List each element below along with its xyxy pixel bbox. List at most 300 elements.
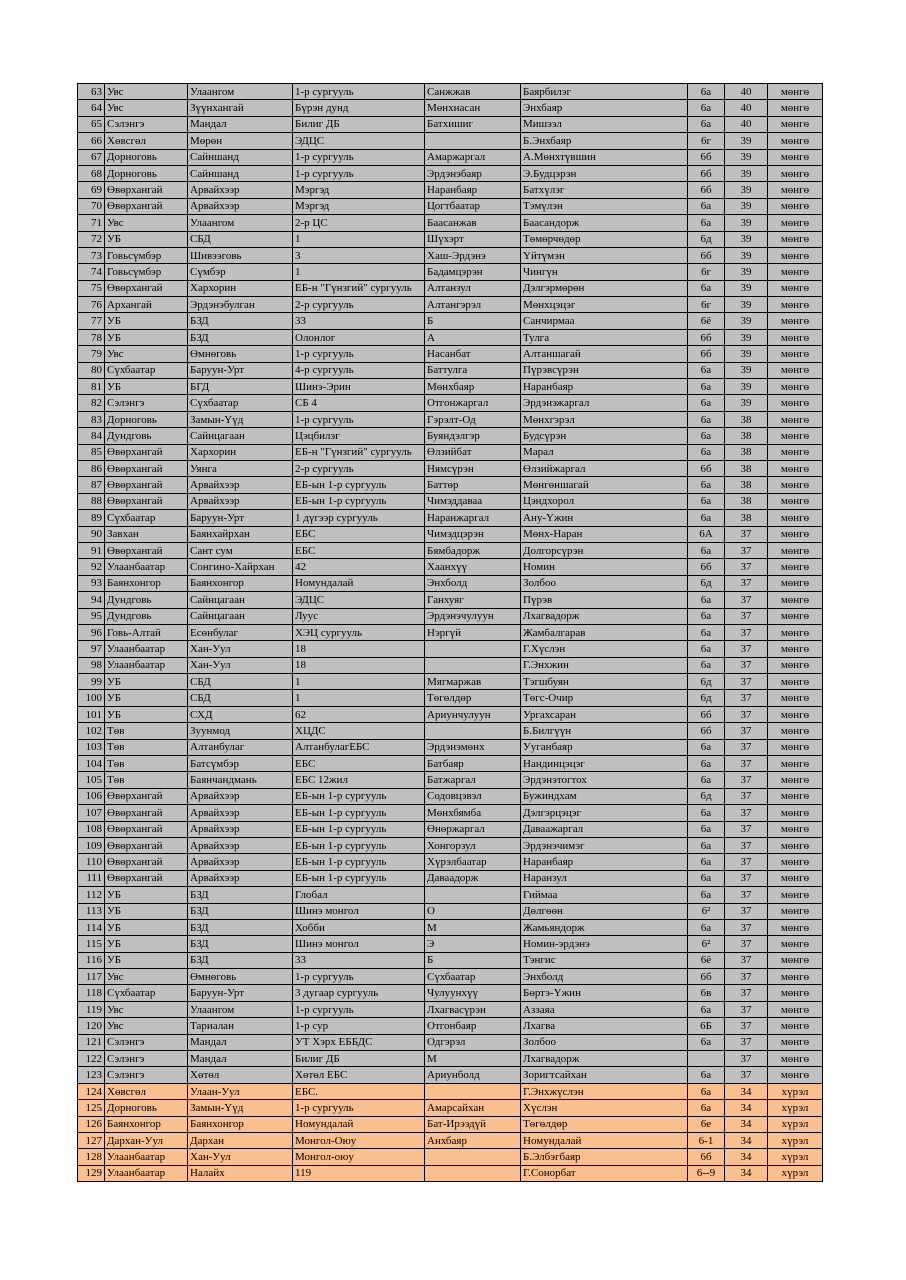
- table-row: [78, 526, 823, 542]
- school-cell: Шинэ монгол: [293, 903, 425, 919]
- province-cell: Дорноговь: [105, 1100, 188, 1116]
- school-cell: ЕБ-ын 1-р сургууль: [293, 870, 425, 886]
- table-row: [78, 100, 823, 116]
- student-cell: Г.Энхжин: [521, 657, 688, 673]
- table-row: [78, 985, 823, 1001]
- table-row: [78, 706, 823, 722]
- grade-cell: 6б: [688, 165, 725, 181]
- grade-cell: 6а: [688, 100, 725, 116]
- student-cell: Э.Будцэрэн: [521, 165, 688, 181]
- student-cell: Гиймаа: [521, 887, 688, 903]
- medal-cell: мөнгө: [768, 329, 823, 345]
- province-cell: Сэлэнгэ: [105, 116, 188, 132]
- province-cell: Дархан-Уул: [105, 1133, 188, 1149]
- teacher-cell: Наранжаргал: [425, 510, 521, 526]
- teacher-cell: Б: [425, 952, 521, 968]
- province-cell: Увс: [105, 1001, 188, 1017]
- student-cell: Цэндхорол: [521, 493, 688, 509]
- grade-cell: 6а: [688, 198, 725, 214]
- row-number-cell: 72: [78, 231, 105, 247]
- table-row: [78, 575, 823, 591]
- row-number-cell: 95: [78, 608, 105, 624]
- district-cell: СБД: [188, 690, 293, 706]
- table-row: [78, 280, 823, 296]
- table-row: [78, 641, 823, 657]
- student-cell: Төгс-Очир: [521, 690, 688, 706]
- student-cell: Золбоо: [521, 575, 688, 591]
- medal-cell: мөнгө: [768, 411, 823, 427]
- grade-cell: 6б: [688, 182, 725, 198]
- student-cell: Өлзийжаргал: [521, 460, 688, 476]
- province-cell: Баянхонгор: [105, 1116, 188, 1132]
- school-cell: 1-р сургууль: [293, 1001, 425, 1017]
- teacher-cell: Э: [425, 936, 521, 952]
- student-cell: Г.Энхжүслэн: [521, 1083, 688, 1099]
- table-row: [78, 1018, 823, 1034]
- student-cell: Тэмүлэн: [521, 198, 688, 214]
- score-cell: 39: [725, 149, 768, 165]
- school-cell: 1: [293, 264, 425, 280]
- teacher-cell: Насанбат: [425, 346, 521, 362]
- score-cell: 39: [725, 133, 768, 149]
- row-number-cell: 113: [78, 903, 105, 919]
- teacher-cell: Баттөр: [425, 477, 521, 493]
- medal-cell: мөнгө: [768, 969, 823, 985]
- student-cell: Номин: [521, 559, 688, 575]
- district-cell: Сонгино-Хайрхан: [188, 559, 293, 575]
- table-row: [78, 84, 823, 100]
- student-cell: Санчирмаа: [521, 313, 688, 329]
- row-number-cell: 110: [78, 854, 105, 870]
- province-cell: Төв: [105, 739, 188, 755]
- medal-cell: мөнгө: [768, 460, 823, 476]
- score-cell: 37: [725, 985, 768, 1001]
- district-cell: Арвайхээр: [188, 182, 293, 198]
- table-row: [78, 1133, 823, 1149]
- row-number-cell: 71: [78, 215, 105, 231]
- score-cell: 37: [725, 575, 768, 591]
- school-cell: 18: [293, 641, 425, 657]
- score-cell: 37: [725, 1067, 768, 1083]
- score-cell: 34: [725, 1149, 768, 1165]
- table-row: [78, 133, 823, 149]
- score-cell: 34: [725, 1100, 768, 1116]
- school-cell: ХЦДС: [293, 723, 425, 739]
- province-cell: Улаанбаатар: [105, 657, 188, 673]
- province-cell: Өвөрхангай: [105, 444, 188, 460]
- table-row: [78, 919, 823, 935]
- table-row: [78, 903, 823, 919]
- table-row: [78, 674, 823, 690]
- student-cell: Лхагвадорж: [521, 608, 688, 624]
- score-cell: 37: [725, 526, 768, 542]
- score-cell: 34: [725, 1083, 768, 1099]
- row-number-cell: 76: [78, 297, 105, 313]
- student-cell: Төмөрчөдөр: [521, 231, 688, 247]
- province-cell: Өвөрхангай: [105, 477, 188, 493]
- score-cell: 39: [725, 280, 768, 296]
- score-cell: 37: [725, 739, 768, 755]
- table-row: [78, 1149, 823, 1165]
- teacher-cell: Хүрэлбаатар: [425, 854, 521, 870]
- school-cell: Мэргэд: [293, 182, 425, 198]
- medal-cell: хүрэл: [768, 1133, 823, 1149]
- student-cell: Б.Билгүүн: [521, 723, 688, 739]
- teacher-cell: Хаанхүү: [425, 559, 521, 575]
- grade-cell: 6а: [688, 608, 725, 624]
- school-cell: Олонлог: [293, 329, 425, 345]
- table-row: [78, 542, 823, 558]
- grade-cell: 6г: [688, 133, 725, 149]
- score-cell: 34: [725, 1165, 768, 1181]
- grade-cell: 6д: [688, 690, 725, 706]
- school-cell: Хобби: [293, 919, 425, 935]
- medal-cell: мөнгө: [768, 297, 823, 313]
- medal-cell: мөнгө: [768, 264, 823, 280]
- student-cell: Наранбаяр: [521, 379, 688, 395]
- medal-cell: мөнгө: [768, 624, 823, 640]
- school-cell: 1: [293, 674, 425, 690]
- province-cell: Хөвсгөл: [105, 1083, 188, 1099]
- grade-cell: 6а: [688, 756, 725, 772]
- score-cell: 37: [725, 805, 768, 821]
- province-cell: УБ: [105, 313, 188, 329]
- medal-cell: мөнгө: [768, 280, 823, 296]
- medal-cell: мөнгө: [768, 854, 823, 870]
- grade-cell: 6б: [688, 1149, 725, 1165]
- score-cell: 38: [725, 493, 768, 509]
- student-cell: А.Мөнхтүвшин: [521, 149, 688, 165]
- teacher-cell: Эрдэнэчулуун: [425, 608, 521, 624]
- student-cell: Тэгшбуян: [521, 674, 688, 690]
- grade-cell: 6а: [688, 592, 725, 608]
- student-cell: Номундалай: [521, 1133, 688, 1149]
- teacher-cell: Наранбаяр: [425, 182, 521, 198]
- teacher-cell: Нямсүрэн: [425, 460, 521, 476]
- province-cell: Өвөрхангай: [105, 493, 188, 509]
- medal-cell: мөнгө: [768, 231, 823, 247]
- grade-cell: 6а: [688, 411, 725, 427]
- teacher-cell: [425, 657, 521, 673]
- school-cell: 42: [293, 559, 425, 575]
- teacher-cell: [425, 887, 521, 903]
- province-cell: Сүхбаатар: [105, 362, 188, 378]
- grade-cell: 6а: [688, 854, 725, 870]
- table-row: [78, 379, 823, 395]
- score-cell: 37: [725, 592, 768, 608]
- row-number-cell: 102: [78, 723, 105, 739]
- row-number-cell: 65: [78, 116, 105, 132]
- medal-cell: мөнгө: [768, 772, 823, 788]
- score-cell: 38: [725, 428, 768, 444]
- score-cell: 37: [725, 608, 768, 624]
- province-cell: Говьсүмбэр: [105, 247, 188, 263]
- school-cell: ЕБ-ын 1-р сургууль: [293, 477, 425, 493]
- grade-cell: 6б: [688, 723, 725, 739]
- district-cell: Зүүнхангай: [188, 100, 293, 116]
- school-cell: ЕБ-ын 1-р сургууль: [293, 805, 425, 821]
- grade-cell: 6а: [688, 821, 725, 837]
- table-row: [78, 821, 823, 837]
- row-number-cell: 99: [78, 674, 105, 690]
- district-cell: Арвайхээр: [188, 477, 293, 493]
- school-cell: 1-р сургууль: [293, 1100, 425, 1116]
- row-number-cell: 68: [78, 165, 105, 181]
- medal-cell: мөнгө: [768, 723, 823, 739]
- score-cell: 38: [725, 510, 768, 526]
- grade-cell: 6б: [688, 247, 725, 263]
- district-cell: БГД: [188, 379, 293, 395]
- province-cell: Өвөрхангай: [105, 280, 188, 296]
- grade-cell: 6ё: [688, 313, 725, 329]
- district-cell: Хархорин: [188, 444, 293, 460]
- table-row: [78, 1083, 823, 1099]
- district-cell: Сайнцагаан: [188, 608, 293, 624]
- medal-cell: мөнгө: [768, 510, 823, 526]
- school-cell: Монгол-Оюу: [293, 1133, 425, 1149]
- grade-cell: 6а: [688, 1001, 725, 1017]
- school-cell: 62: [293, 706, 425, 722]
- table-row: [78, 165, 823, 181]
- district-cell: БЗД: [188, 887, 293, 903]
- medal-cell: мөнгө: [768, 165, 823, 181]
- district-cell: Хан-Уул: [188, 1149, 293, 1165]
- medal-cell: мөнгө: [768, 1018, 823, 1034]
- teacher-cell: М: [425, 1051, 521, 1067]
- school-cell: 1-р сургууль: [293, 165, 425, 181]
- score-cell: 37: [725, 854, 768, 870]
- grade-cell: 6а: [688, 919, 725, 935]
- student-cell: Г.Хүслэн: [521, 641, 688, 657]
- district-cell: БЗД: [188, 936, 293, 952]
- student-cell: Төгөлдөр: [521, 1116, 688, 1132]
- score-cell: 39: [725, 247, 768, 263]
- table-row: [78, 1067, 823, 1083]
- school-cell: 18: [293, 657, 425, 673]
- medal-cell: мөнгө: [768, 887, 823, 903]
- school-cell: Бүрэн дунд: [293, 100, 425, 116]
- district-cell: Есөнбулаг: [188, 624, 293, 640]
- medal-cell: мөнгө: [768, 821, 823, 837]
- score-cell: 37: [725, 837, 768, 853]
- teacher-cell: Ганхуяг: [425, 592, 521, 608]
- table-row: [78, 559, 823, 575]
- medal-cell: мөнгө: [768, 100, 823, 116]
- medal-cell: мөнгө: [768, 346, 823, 362]
- district-cell: Хөтөл: [188, 1067, 293, 1083]
- province-cell: УБ: [105, 231, 188, 247]
- student-cell: Мөнхцэцэг: [521, 297, 688, 313]
- score-cell: 37: [725, 936, 768, 952]
- district-cell: Арвайхээр: [188, 805, 293, 821]
- score-cell: 40: [725, 100, 768, 116]
- teacher-cell: Даваадорж: [425, 870, 521, 886]
- medal-cell: мөнгө: [768, 247, 823, 263]
- province-cell: Төв: [105, 723, 188, 739]
- teacher-cell: [425, 1149, 521, 1165]
- table-row: [78, 1034, 823, 1050]
- teacher-cell: [425, 1165, 521, 1181]
- student-cell: Номин-эрдэнэ: [521, 936, 688, 952]
- medal-cell: мөнгө: [768, 690, 823, 706]
- school-cell: Билиг ДБ: [293, 116, 425, 132]
- score-cell: 37: [725, 657, 768, 673]
- teacher-cell: Баттулга: [425, 362, 521, 378]
- grade-cell: 6а: [688, 493, 725, 509]
- teacher-cell: Сүхбаатар: [425, 969, 521, 985]
- teacher-cell: Чимэддаваа: [425, 493, 521, 509]
- medal-cell: мөнгө: [768, 477, 823, 493]
- teacher-cell: Амаржаргал: [425, 149, 521, 165]
- teacher-cell: Амарсайхан: [425, 1100, 521, 1116]
- teacher-cell: [425, 641, 521, 657]
- teacher-cell: Батхишиг: [425, 116, 521, 132]
- teacher-cell: О: [425, 903, 521, 919]
- score-cell: 39: [725, 182, 768, 198]
- row-number-cell: 70: [78, 198, 105, 214]
- table-row: [78, 1051, 823, 1067]
- province-cell: Дорноговь: [105, 411, 188, 427]
- school-cell: 2-р сургууль: [293, 460, 425, 476]
- grade-cell: 6а: [688, 280, 725, 296]
- student-cell: Бөртэ-Үжин: [521, 985, 688, 1001]
- teacher-cell: Отгонжаргал: [425, 395, 521, 411]
- medal-cell: мөнгө: [768, 444, 823, 460]
- school-cell: Шинэ-Эрин: [293, 379, 425, 395]
- school-cell: ХЭЦ сургууль: [293, 624, 425, 640]
- table-row: [78, 149, 823, 165]
- score-cell: 39: [725, 297, 768, 313]
- province-cell: Архангай: [105, 297, 188, 313]
- score-cell: 39: [725, 231, 768, 247]
- table-row: [78, 870, 823, 886]
- row-number-cell: 122: [78, 1051, 105, 1067]
- score-cell: 38: [725, 444, 768, 460]
- row-number-cell: 120: [78, 1018, 105, 1034]
- table-row: [78, 772, 823, 788]
- student-cell: Пүрэвсүрэн: [521, 362, 688, 378]
- student-cell: Лхагва: [521, 1018, 688, 1034]
- score-cell: 37: [725, 706, 768, 722]
- teacher-cell: Мягмаржав: [425, 674, 521, 690]
- row-number-cell: 109: [78, 837, 105, 853]
- district-cell: Дархан: [188, 1133, 293, 1149]
- student-cell: Дэлгэрцэцэг: [521, 805, 688, 821]
- teacher-cell: Ариунчулуун: [425, 706, 521, 722]
- medal-cell: мөнгө: [768, 362, 823, 378]
- province-cell: Өвөрхангай: [105, 460, 188, 476]
- province-cell: Говьсүмбэр: [105, 264, 188, 280]
- district-cell: Баянчандмань: [188, 772, 293, 788]
- province-cell: Өвөрхангай: [105, 198, 188, 214]
- grade-cell: 6а: [688, 641, 725, 657]
- table-row: [78, 887, 823, 903]
- medal-cell: мөнгө: [768, 985, 823, 1001]
- teacher-cell: Энхболд: [425, 575, 521, 591]
- teacher-cell: Хонгорзул: [425, 837, 521, 853]
- province-cell: Улаанбаатар: [105, 1149, 188, 1165]
- row-number-cell: 69: [78, 182, 105, 198]
- student-cell: Мөнх-Наран: [521, 526, 688, 542]
- score-cell: 38: [725, 477, 768, 493]
- district-cell: Мандал: [188, 116, 293, 132]
- grade-cell: 6²: [688, 903, 725, 919]
- row-number-cell: 98: [78, 657, 105, 673]
- teacher-cell: Одгэрэл: [425, 1034, 521, 1050]
- score-cell: 37: [725, 1001, 768, 1017]
- school-cell: 1-р сургууль: [293, 969, 425, 985]
- row-number-cell: 123: [78, 1067, 105, 1083]
- table-row: [78, 346, 823, 362]
- score-cell: 37: [725, 690, 768, 706]
- school-cell: ЭДЦС: [293, 592, 425, 608]
- score-cell: 39: [725, 346, 768, 362]
- grade-cell: 6а: [688, 510, 725, 526]
- row-number-cell: 108: [78, 821, 105, 837]
- teacher-cell: Эрдэнэбаяр: [425, 165, 521, 181]
- province-cell: УБ: [105, 903, 188, 919]
- teacher-cell: Алтанзул: [425, 280, 521, 296]
- student-cell: Наранбаяр: [521, 854, 688, 870]
- medal-cell: хүрэл: [768, 1165, 823, 1181]
- student-cell: Бужиндхам: [521, 788, 688, 804]
- student-cell: Золбоо: [521, 1034, 688, 1050]
- district-cell: Өмнөговь: [188, 969, 293, 985]
- grade-cell: 6д: [688, 575, 725, 591]
- teacher-cell: Ариунболд: [425, 1067, 521, 1083]
- school-cell: 3 дугаар сургууль: [293, 985, 425, 1001]
- province-cell: Өвөрхангай: [105, 821, 188, 837]
- medal-cell: мөнгө: [768, 133, 823, 149]
- grade-cell: 6а: [688, 772, 725, 788]
- grade-cell: 6ё: [688, 952, 725, 968]
- row-number-cell: 67: [78, 149, 105, 165]
- medal-cell: мөнгө: [768, 84, 823, 100]
- table-row: [78, 116, 823, 132]
- district-cell: Сүхбаатар: [188, 395, 293, 411]
- student-cell: Ууганбаяр: [521, 739, 688, 755]
- row-number-cell: 114: [78, 919, 105, 935]
- row-number-cell: 73: [78, 247, 105, 263]
- student-cell: Алтаншагай: [521, 346, 688, 362]
- student-cell: Эрдэнэжаргал: [521, 395, 688, 411]
- school-cell: Номундалай: [293, 1116, 425, 1132]
- student-cell: Ану-Үжин: [521, 510, 688, 526]
- medal-cell: хүрэл: [768, 1083, 823, 1099]
- score-cell: 37: [725, 1018, 768, 1034]
- student-cell: Чингүн: [521, 264, 688, 280]
- student-cell: Батхүлэг: [521, 182, 688, 198]
- school-cell: Билиг ДБ: [293, 1051, 425, 1067]
- student-cell: Аззаяа: [521, 1001, 688, 1017]
- district-cell: Шивээговь: [188, 247, 293, 263]
- teacher-cell: Өлзийбат: [425, 444, 521, 460]
- province-cell: Сэлэнгэ: [105, 1067, 188, 1083]
- student-cell: Мишээл: [521, 116, 688, 132]
- student-cell: Жамбалгарав: [521, 624, 688, 640]
- school-cell: 3: [293, 247, 425, 263]
- province-cell: Хөвсгөл: [105, 133, 188, 149]
- row-number-cell: 124: [78, 1083, 105, 1099]
- school-cell: 4-р сургууль: [293, 362, 425, 378]
- grade-cell: 6Б: [688, 1018, 725, 1034]
- teacher-cell: [425, 1083, 521, 1099]
- school-cell: ЕБС: [293, 542, 425, 558]
- medal-cell: мөнгө: [768, 379, 823, 395]
- grade-cell: 6б: [688, 149, 725, 165]
- school-cell: АлтанбулагЕБС: [293, 739, 425, 755]
- district-cell: Баруун-Урт: [188, 985, 293, 1001]
